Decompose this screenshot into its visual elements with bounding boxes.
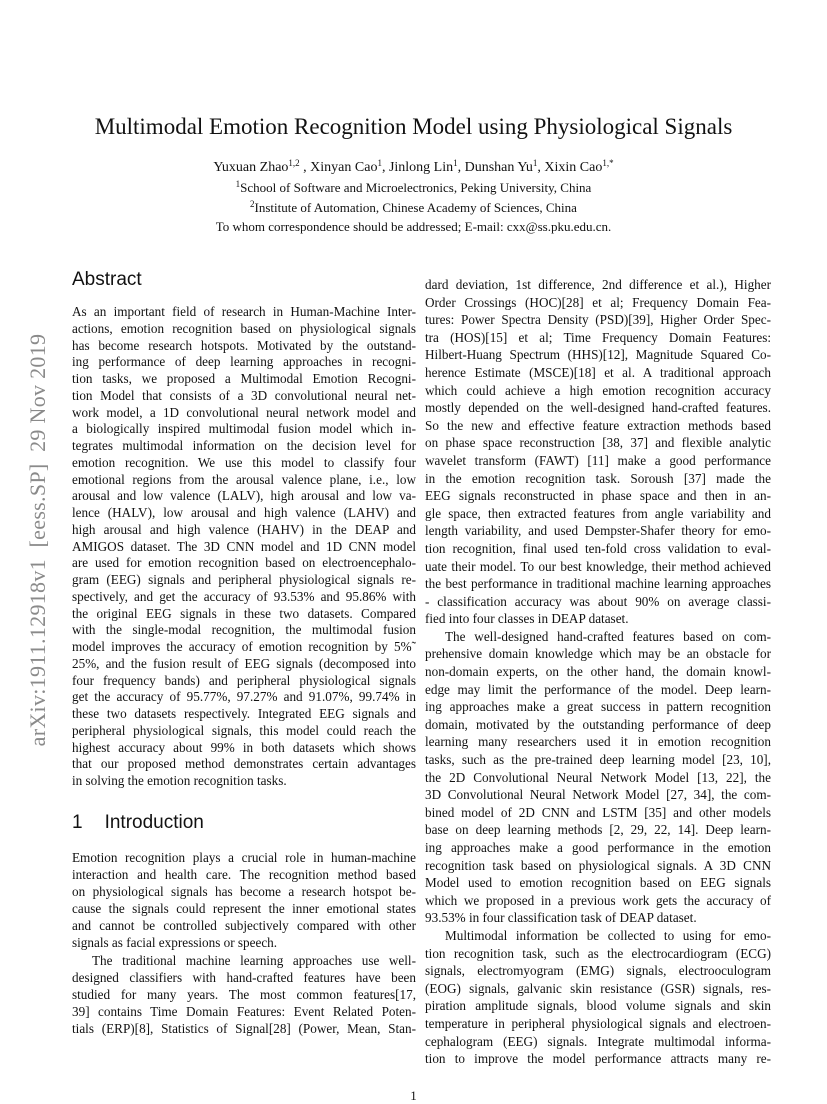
text-line: 93.53% in four classification task of DEAP dataset. (425, 910, 697, 926)
text-line: the best performance in traditional machine learning approaches (425, 576, 771, 592)
text-line: uate their model. To our best knowledge, their method achieved (425, 558, 771, 574)
text-line: learning many researchers used it in emotion recognition (425, 734, 771, 750)
text-line: 39] contains Time Domain Features: Event Related Poten- (72, 1003, 416, 1019)
text-line: non-domain experts, on the other hand, the domain knowl- (425, 664, 771, 680)
text-line: high arousal and high valence (HAHV) in the DEAP and (72, 521, 416, 537)
text-line: gram (EEG) signals and peripheral physiological signals re- (72, 572, 416, 587)
text-line: which we proposed in a previous work gets the accuracy of (425, 892, 771, 908)
text-line: actions, emotion recognition based on physiological signals (72, 320, 416, 336)
introduction-heading (72, 812, 204, 834)
text-line: that our proposed method demonstrates certain advantages (72, 756, 416, 772)
text-line: temperature in peripheral physiological signals and electroen- (425, 1015, 771, 1031)
affiliation-1 (0, 180, 827, 196)
text-line: ing approaches make a good performance in the emotion (425, 840, 771, 855)
text-line: Model used to emotion recognition based on EEG signals (425, 875, 771, 891)
text-line: tials (ERP)[8], Statistics of Signal[28] (Power, Mean, Stan- (72, 1020, 416, 1036)
text-line: cause the signals could represent the inner emotional states (72, 901, 416, 917)
text-line: signals, electromyogram (EMG) signals, electrooculogram (425, 963, 771, 979)
text-line: - classification accuracy was about 90% on average classi- (425, 593, 771, 609)
text-line: herence Estimate (MSCE)[18] et al. A traditional approach (425, 364, 771, 380)
text-line: Multimodal information be collected to using for emo- (445, 927, 771, 943)
text-line: piration amplitude signals, blood volume signals and skin (425, 998, 771, 1014)
text-line: in the emotion recognition task. Soroush [37] made the (425, 470, 771, 486)
author-name: Xixin Cao (544, 160, 603, 175)
text-line: emotion recognition. We use this model to classify four (72, 454, 416, 470)
text-line: arousal and low valence (LALV), high arousal and low va- (72, 488, 416, 504)
affiliation-2 (0, 200, 827, 216)
text-line: tra (HOS)[15] et al; Time Frequency Domain Features: (425, 329, 771, 345)
author-affiliation-marker: 1,* (602, 158, 614, 168)
text-line: are used for emotion recognition based on electroencephalo- (72, 555, 416, 571)
text-line: Hilbert-Huang Spectrum (HHS)[12], Magnitude Squared Co- (425, 347, 771, 363)
author-separator: , (381, 160, 389, 175)
abstract-body (72, 304, 416, 790)
text-line: So the new and effective feature extraction methods based (425, 417, 771, 433)
section-number: 1 (72, 812, 83, 833)
text-line: designed classifiers with hand-crafted features have been (72, 969, 416, 985)
text-line: ing performance of deep learning approaches in recogni- (72, 354, 416, 370)
correspondence-note: To whom correspondence should be addressed; E-mail: cxx@ss.pku.edu.cn. (215, 219, 612, 234)
text-line: studied for many years. The most common features[17, (72, 986, 416, 1002)
text-line: length variability, and used Dempster-Shafer theory for emo- (425, 523, 771, 539)
introduction-body (72, 849, 416, 1037)
text-line: tion to improve the model performance attracts many re- (425, 1051, 771, 1067)
abstract-heading: Abstract (72, 269, 142, 290)
text-line: tion recognition task, such as the electrocardiogram (ECG) (425, 945, 771, 961)
author-separator: , (537, 160, 545, 175)
text-line: domain, motivated by the outstanding performance of deep (425, 716, 771, 732)
text-line: the original EEG signals in these two datasets. Compared (72, 605, 416, 621)
text-line: peripheral physiological signals, this model could reach the (72, 722, 416, 738)
section-title: Introduction (104, 812, 204, 833)
text-line: emotional regions from the arousal valence plane, i.e., low (72, 471, 416, 487)
text-line: As an important field of research in Human-Machine Inter- (72, 304, 416, 319)
author-name: Jinlong Lin (388, 160, 454, 175)
text-line: wavelet transform (FAWT) [11] make a good performance (425, 452, 771, 468)
arxiv-identifier-stamp: arXiv:1911.12918v1 [eess.SP] 29 Nov 2019 (25, 333, 50, 747)
text-line: gle space, then extracted features from angle variability and (425, 505, 771, 521)
text-line: tegrates multimodal information on the decision level for (72, 438, 416, 453)
text-line: tion Model that consists of a 3D convolutional neural net- (72, 387, 416, 403)
author-affiliation-marker: 1 (377, 158, 382, 168)
text-line: in solving the emotion recognition tasks. (72, 773, 287, 788)
right-column-body (425, 276, 771, 1068)
text-line: a biologically inspired multimodal fusion model which in- (72, 421, 416, 437)
author-list (0, 160, 827, 176)
text-line: AMIGOS dataset. The 3D CNN model and 1D CNN model (72, 538, 416, 554)
text-line: tion recognition, final used ten-fold cross validation to eval- (425, 540, 771, 556)
text-line: 3D Convolutional Neural Network Model [27, 34], the com- (425, 787, 771, 803)
text-line: lence (HALV), low arousal and high valence (LAHV) and (72, 505, 416, 520)
text-line: which could achieve a high emotion recognition accuracy (425, 382, 771, 398)
text-line: with the single-modal recognition, the multimodal fusion (72, 622, 416, 638)
text-line: highest accuracy about 99% in both datasets which shows (72, 739, 416, 755)
text-line: Emotion recognition plays a crucial role in human-machine (72, 850, 416, 865)
author-separator: , (299, 160, 311, 175)
text-line: and cannot be controlled subjectively compared with other (72, 918, 416, 934)
text-line: prehensive domain knowledge which may be an obstacle for (425, 646, 771, 662)
text-line: tures: Power Spectra Density (PSD)[39], Higher Order Spec- (425, 312, 771, 328)
text-line: tasks, such as the pre-trained deep learning model [23, 10], (425, 752, 771, 768)
author-separator: , (457, 160, 465, 175)
text-line: work model, a 1D convolutional neural network model and (72, 404, 416, 420)
text-line: the 2D Convolutional Neural Network Model [13, 22], the (425, 769, 771, 785)
text-line: (EOG) signals, galvanic skin resistance (GSR) signals, res- (425, 980, 771, 996)
affiliation-marker: 2 (250, 199, 255, 209)
text-line: on phase space reconstruction [38, 37] and flexible analytic (425, 435, 771, 451)
text-line: model improves the accuracy of emotion recognition by 5%˜ (72, 639, 416, 654)
text-line: these two datasets respectively. Integrated EEG signals and (72, 706, 416, 721)
text-line: fied into four classes in DEAP dataset. (425, 611, 629, 627)
text-line: EEG signals reconstructed in phase space and then in an- (425, 488, 771, 504)
text-line: signals as facial expressions or speech. (72, 935, 278, 951)
text-line: recognition task based on physiological signals. A 3D CNN (425, 857, 771, 873)
paper-title: Multimodal Emotion Recognition Model using Physiological Signals (94, 114, 733, 139)
author-name: Xinyan Cao (310, 160, 378, 175)
affiliation-text: Institute of Automation, Chinese Academy of Sciences, China (254, 200, 577, 215)
text-line: 25%, and the fusion result of EEG signals (decomposed into (72, 655, 416, 671)
author-name: Dunshan Yu (464, 160, 533, 175)
text-line: four frequency bands) and peripheral physiological signals (72, 672, 416, 688)
text-line: has become research hotspots. Motivated by the outstand- (72, 337, 416, 353)
text-line: ing approaches make a great success in pattern recognition (425, 699, 771, 715)
text-line: mostly depended on the well-designed hand-crafted features. (425, 400, 771, 416)
text-line: spectively, and get the accuracy of 93.53% and 95.86% with (72, 588, 416, 604)
author-affiliation-marker: 1 (532, 158, 538, 168)
text-line: base on deep learning methods [2, 29, 22, 14]. Deep learn- (425, 822, 771, 838)
author-affiliation-marker: 1,2 (288, 158, 300, 168)
text-line: The traditional machine learning approaches use well- (92, 952, 416, 968)
text-line: bined model of 2D CNN and LSTM [35] and other models (425, 804, 771, 820)
text-line: The well-designed hand-crafted features based on com- (445, 628, 771, 644)
author-affiliation-marker: 1 (453, 158, 458, 168)
text-line: tion tasks, we proposed a Multimodal Emotion Recogni- (72, 371, 416, 386)
text-line: cephalogram (EEG) signals. Integrate multimodal informa- (425, 1033, 771, 1049)
text-line: dard deviation, 1st difference, 2nd difference et al.), Higher (425, 277, 771, 292)
page-number: 1 (410, 1088, 417, 1103)
text-line: on physiological signals has become a research hotspot be- (72, 884, 416, 900)
text-line: edge may limit the performance of the model. Deep learn- (425, 681, 771, 697)
author-name: Yuxuan Zhao (213, 160, 289, 175)
affiliation-marker: 1 (235, 179, 241, 189)
text-line: get the accuracy of 95.77%, 97.27% and 91.07%, 99.74% in (72, 689, 416, 705)
affiliation-text: School of Software and Microelectronics, Peking University, China (240, 180, 592, 195)
text-line: interaction and health care. The recognition method based (72, 867, 416, 883)
text-line: Order Crossings (HOC)[28] et al; Frequency Domain Fea- (425, 294, 771, 310)
